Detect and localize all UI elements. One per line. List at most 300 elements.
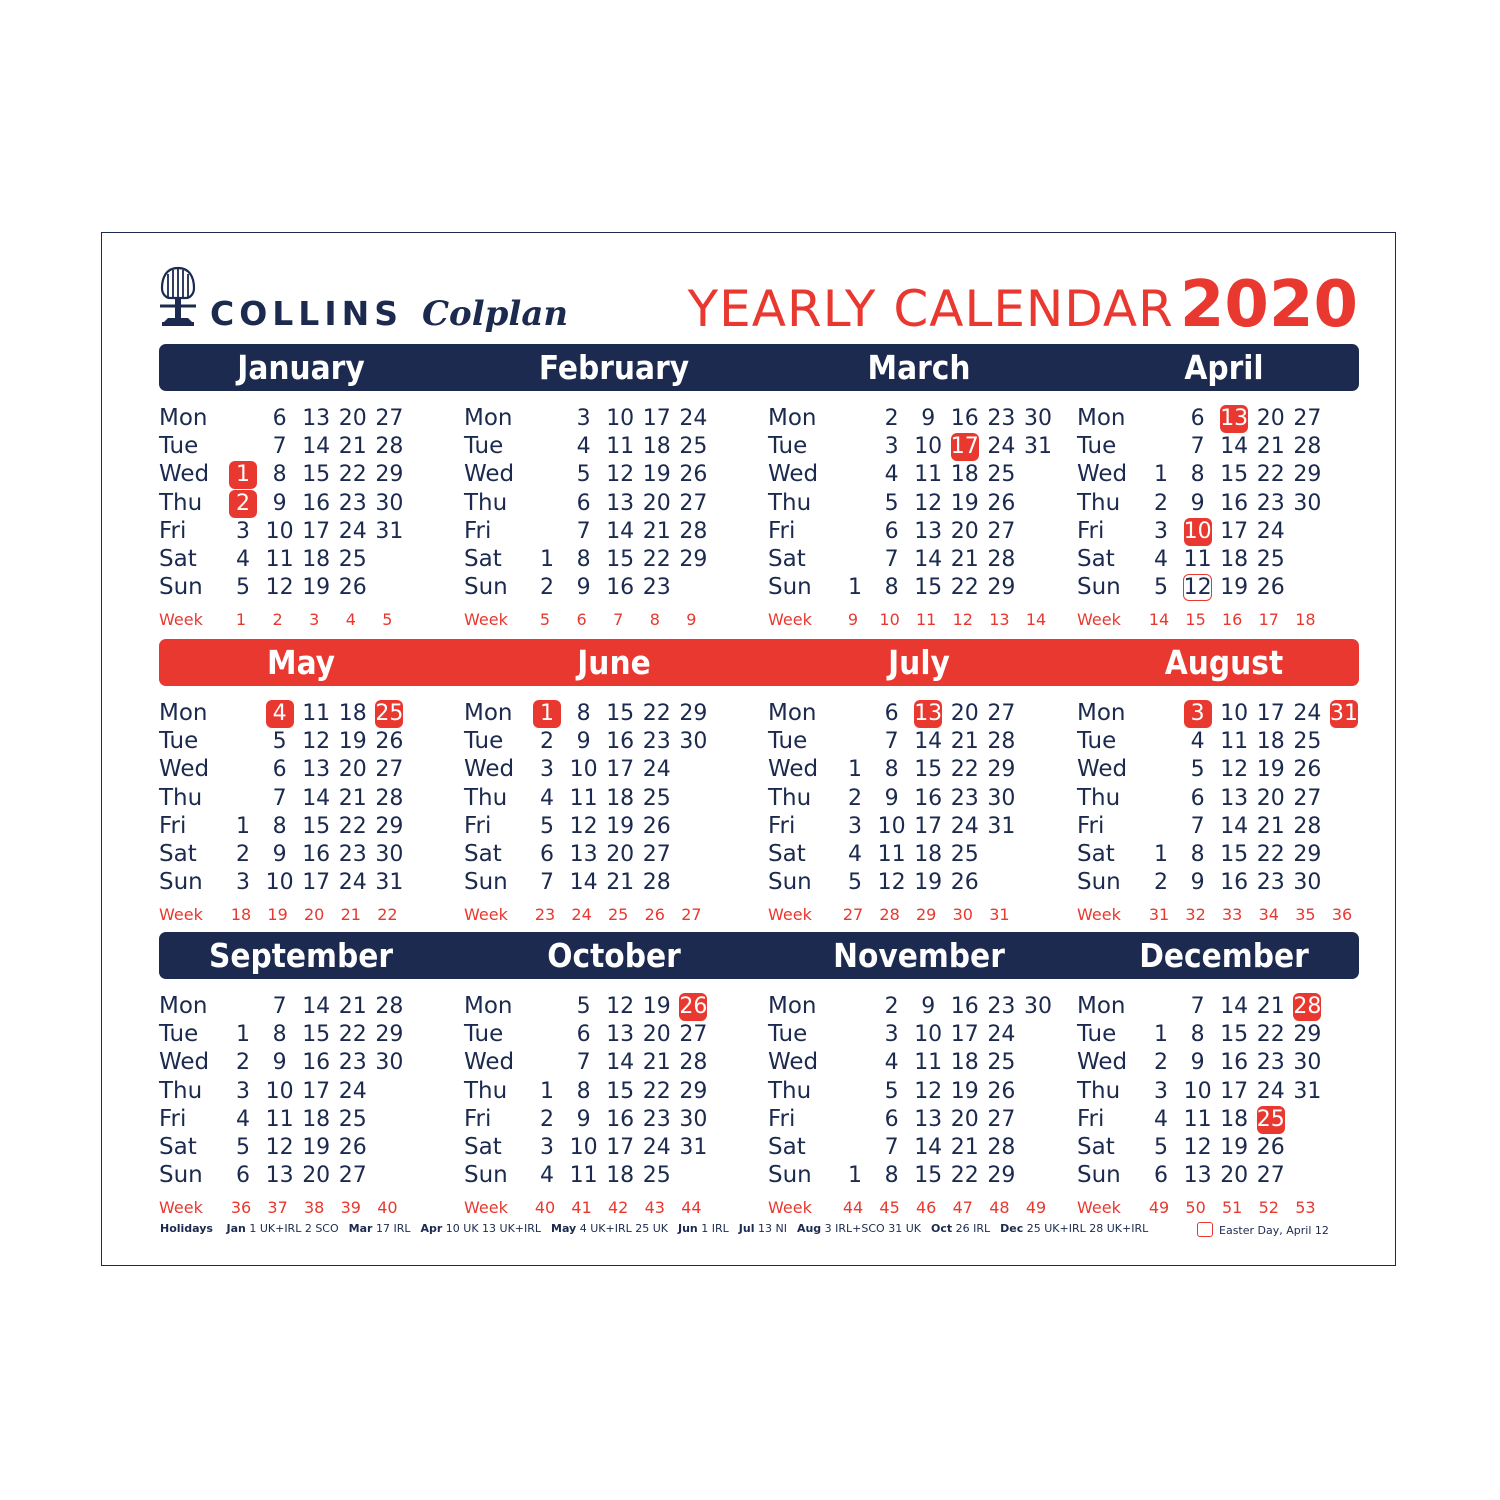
date-number: 27 [375, 406, 404, 431]
week-number: 30 [952, 905, 973, 924]
date-number: 13 [265, 1163, 294, 1189]
day-label: Tue [1077, 1021, 1117, 1048]
date-number: 5 [884, 1078, 899, 1104]
date-number: 1 [236, 813, 250, 839]
week-label: Week [159, 1198, 203, 1217]
day-label: Wed [1077, 756, 1128, 783]
date-number: 10 [1220, 701, 1249, 726]
day-label: Sat [464, 841, 502, 867]
date-number: 9 [272, 1050, 287, 1076]
date-number: 13 [914, 1106, 943, 1132]
week-number: 35 [1295, 905, 1316, 924]
date-number: 7 [576, 518, 591, 544]
easter-date: 12 [1183, 575, 1212, 601]
holiday-date: 10 [1183, 518, 1212, 544]
week-number: 17 [1258, 610, 1279, 629]
date-number: 8 [576, 547, 591, 572]
date-number: 29 [375, 813, 404, 839]
date-number: 28 [1293, 813, 1322, 839]
month-name: May [267, 643, 335, 682]
date-number: 29 [679, 1078, 708, 1104]
holiday-date: 4 [266, 700, 294, 728]
week-number: 44 [681, 1198, 702, 1217]
date-number: 2 [540, 575, 554, 601]
date-number: 2 [884, 406, 899, 431]
date-number: 11 [914, 462, 943, 488]
date-number: 24 [679, 406, 708, 431]
date-number: 19 [606, 813, 635, 839]
date-number: 31 [375, 870, 404, 896]
date-number: 14 [302, 785, 331, 811]
date-number: 14 [914, 547, 943, 572]
week-label: Week [464, 905, 508, 924]
date-number: 28 [375, 434, 404, 460]
day-label: Wed [464, 756, 515, 783]
date-number: 12 [1220, 757, 1249, 783]
date-number: 13 [606, 490, 635, 516]
day-label: Mon [464, 993, 513, 1019]
date-number: 16 [950, 994, 979, 1019]
date-number: 4 [1190, 729, 1205, 755]
date-number: 8 [272, 813, 287, 839]
date-number: 31 [987, 813, 1016, 839]
date-number: 19 [338, 729, 367, 755]
day-label: Wed [1077, 1049, 1128, 1076]
month-name: August [1164, 643, 1284, 682]
day-label: Tue [159, 1021, 199, 1048]
date-number: 15 [1220, 1022, 1249, 1048]
date-number: 24 [338, 1078, 367, 1104]
date-number: 23 [338, 490, 367, 516]
date-number: 3 [540, 757, 554, 783]
date-number: 30 [679, 1106, 708, 1132]
date-number: 16 [950, 406, 979, 431]
date-number: 5 [236, 575, 250, 601]
date-number: 11 [302, 701, 331, 726]
month-name: January [237, 348, 365, 387]
date-number: 13 [914, 518, 943, 544]
day-label: Thu [1077, 1077, 1121, 1104]
date-number: 5 [540, 813, 554, 839]
week-number: 21 [340, 905, 361, 924]
holiday-date: 26 [679, 994, 708, 1019]
title-text: YEARLY CALENDAR [687, 280, 1174, 338]
date-number: 27 [987, 701, 1016, 726]
date-number: 8 [272, 1022, 287, 1048]
date-number: 2 [1154, 1050, 1168, 1076]
date-number: 26 [338, 575, 367, 601]
date-number: 23 [338, 1050, 367, 1076]
day-label: Sun [159, 574, 203, 601]
date-number: 18 [950, 1050, 979, 1076]
title-year: 2020 [1179, 268, 1358, 342]
holiday-entry-month: Aug [796, 1222, 822, 1235]
week-number: 16 [1222, 610, 1243, 629]
day-label: Thu [159, 784, 203, 811]
date-number: 24 [338, 518, 367, 544]
date-number: 5 [236, 1135, 250, 1160]
day-label: Sun [768, 869, 812, 896]
date-number: 1 [848, 757, 862, 783]
holiday-entry [1000, 1222, 1148, 1235]
date-number: 13 [1220, 785, 1249, 811]
month-name: October [547, 936, 681, 975]
date-number: 28 [679, 1050, 708, 1076]
holiday-date: 25 [375, 701, 404, 726]
month-name: December [1139, 936, 1309, 975]
date-number: 8 [576, 1078, 591, 1104]
date-number: 14 [914, 1135, 943, 1160]
week-number: 29 [916, 905, 937, 924]
day-label: Tue [159, 433, 199, 460]
day-label: Thu [768, 1077, 812, 1104]
date-number: 4 [884, 1050, 899, 1076]
date-number: 30 [1024, 994, 1052, 1019]
holiday-entry [797, 1222, 921, 1235]
date-number: 2 [236, 842, 250, 867]
date-number: 24 [987, 434, 1016, 460]
date-number: 21 [1256, 813, 1285, 839]
week-number: 46 [916, 1198, 937, 1217]
week-number: 27 [842, 905, 864, 924]
date-number: 1 [236, 1022, 250, 1048]
date-number: 30 [1293, 490, 1322, 516]
week-number: 8 [649, 610, 660, 629]
date-number: 16 [606, 729, 635, 755]
date-number: 4 [848, 842, 862, 867]
date-number: 17 [302, 518, 331, 544]
date-number: 23 [987, 406, 1016, 431]
day-label: Sat [159, 841, 197, 867]
holiday-entry [739, 1222, 787, 1235]
date-number: 26 [987, 1078, 1016, 1104]
date-number: 19 [950, 490, 979, 516]
date-number: 24 [642, 757, 671, 783]
date-number: 10 [877, 813, 906, 839]
date-number: 28 [642, 870, 671, 896]
date-number: 17 [606, 1135, 635, 1160]
date-number: 7 [1190, 434, 1205, 460]
week-number: 49 [1148, 1198, 1170, 1217]
week-number: 24 [571, 905, 592, 924]
date-number: 21 [338, 994, 367, 1019]
holiday-entry-text: 4 UK+IRL 25 UK [576, 1222, 668, 1235]
day-label: Wed [768, 461, 819, 488]
week-number: 32 [1185, 905, 1206, 924]
date-number: 26 [1256, 1135, 1285, 1160]
day-label: Thu [768, 489, 812, 516]
date-number: 10 [265, 518, 294, 544]
date-number: 18 [950, 462, 979, 488]
day-label: Sun [768, 1162, 812, 1189]
date-number: 31 [1293, 1078, 1322, 1104]
date-number: 20 [1220, 1163, 1249, 1189]
day-label: Mon [159, 700, 208, 726]
date-number: 21 [338, 785, 367, 811]
date-number: 25 [338, 1106, 367, 1132]
day-label: Mon [768, 405, 817, 431]
date-number: 15 [914, 757, 943, 783]
day-label: Sat [1077, 841, 1115, 867]
month-header-bar [159, 639, 1359, 686]
date-number: 29 [987, 1163, 1016, 1189]
date-number: 12 [1183, 1135, 1212, 1160]
date-number: 21 [338, 434, 367, 460]
date-number: 19 [302, 1135, 331, 1160]
holiday-date: 17 [950, 434, 979, 460]
date-number: 6 [884, 1106, 899, 1132]
day-label: Fri [1077, 812, 1105, 839]
date-number: 6 [576, 490, 591, 516]
week-number: 22 [377, 905, 398, 924]
date-number: 18 [302, 1106, 331, 1132]
date-number: 7 [576, 1050, 591, 1076]
day-label: Tue [768, 433, 808, 460]
date-number: 1 [848, 575, 862, 601]
date-number: 7 [884, 1135, 899, 1160]
date-number: 7 [1190, 813, 1205, 839]
date-number: 21 [1256, 994, 1285, 1019]
week-number: 10 [879, 610, 900, 629]
date-number: 26 [987, 490, 1016, 516]
date-number: 22 [950, 757, 979, 783]
week-number: 15 [1185, 610, 1206, 629]
week-number: 23 [534, 905, 556, 924]
week-label: Week [1077, 1198, 1121, 1217]
date-number: 29 [679, 701, 708, 726]
date-number: 1 [1154, 1022, 1168, 1048]
date-number: 18 [606, 1163, 635, 1189]
holiday-entry-month: Jul [738, 1222, 755, 1235]
page-title [688, 268, 1358, 342]
date-number: 30 [1293, 870, 1322, 896]
date-number: 4 [236, 547, 250, 572]
date-number: 22 [950, 1163, 979, 1189]
day-label: Sun [1077, 1162, 1121, 1189]
holiday-entry [349, 1222, 411, 1235]
date-number: 4 [1154, 1106, 1168, 1132]
holiday-entry-text: 26 IRL [952, 1222, 991, 1235]
week-number: 51 [1222, 1198, 1243, 1217]
easter-legend [1197, 1222, 1329, 1237]
day-label: Thu [464, 784, 508, 811]
tree-logo-icon [158, 266, 198, 328]
day-label: Fri [464, 1105, 492, 1132]
holiday-entry-text: 1 IRL [697, 1222, 729, 1235]
day-label: Tue [768, 1021, 808, 1048]
day-label: Fri [159, 517, 187, 544]
date-number: 5 [1154, 575, 1168, 601]
date-number: 3 [1154, 518, 1168, 544]
week-number: 14 [1025, 610, 1047, 629]
date-number: 15 [302, 1022, 331, 1048]
date-number: 27 [1256, 1163, 1285, 1189]
holiday-date: 28 [1293, 994, 1322, 1019]
day-label: Mon [159, 405, 208, 431]
week-number: 5 [539, 610, 551, 629]
date-number: 23 [1256, 490, 1285, 516]
date-number: 14 [1220, 994, 1249, 1019]
date-number: 9 [576, 729, 591, 755]
date-number: 6 [884, 518, 899, 544]
date-number: 25 [1293, 729, 1322, 755]
day-label: Fri [1077, 517, 1105, 544]
date-number: 2 [236, 1050, 250, 1076]
date-number: 6 [236, 1163, 250, 1189]
date-number: 22 [338, 813, 367, 839]
date-number: 11 [1220, 729, 1249, 755]
date-number: 4 [576, 434, 591, 460]
date-number: 25 [642, 785, 671, 811]
date-number: 20 [950, 701, 979, 726]
date-number: 26 [375, 729, 404, 755]
week-number: 3 [309, 610, 320, 629]
date-number: 21 [950, 729, 979, 755]
date-number: 19 [1256, 757, 1285, 783]
day-label: Fri [159, 812, 187, 839]
date-number: 9 [272, 842, 287, 867]
date-number: 12 [914, 1078, 943, 1104]
date-number: 13 [302, 406, 331, 431]
day-label: Tue [464, 433, 504, 460]
date-number: 28 [987, 729, 1016, 755]
brand-name: COLLINS [210, 294, 403, 333]
week-number: 4 [345, 610, 356, 629]
date-number: 12 [606, 994, 635, 1019]
holiday-entry [678, 1222, 729, 1235]
date-number: 20 [642, 490, 671, 516]
date-number: 6 [272, 757, 287, 783]
day-label: Tue [1077, 433, 1117, 460]
date-number: 8 [272, 462, 287, 488]
date-number: 28 [987, 1135, 1016, 1160]
date-number: 28 [987, 547, 1016, 572]
week-number: 19 [267, 905, 288, 924]
date-number: 15 [606, 701, 635, 726]
day-label: Tue [159, 728, 199, 755]
date-number: 11 [914, 1050, 943, 1076]
date-number: 6 [272, 406, 287, 431]
date-number: 21 [642, 1050, 671, 1076]
date-number: 17 [302, 1078, 331, 1104]
holiday-entry [226, 1222, 338, 1235]
holiday-entry [420, 1222, 541, 1235]
date-number: 19 [1220, 1135, 1249, 1160]
date-number: 12 [606, 462, 635, 488]
date-number: 16 [302, 842, 331, 867]
day-label: Thu [464, 1077, 508, 1104]
week-label: Week [159, 610, 203, 629]
date-number: 16 [302, 1050, 331, 1076]
day-label: Sat [768, 1134, 806, 1160]
week-number: 36 [1331, 905, 1353, 924]
date-number: 11 [265, 547, 294, 572]
week-number: 37 [267, 1198, 288, 1217]
week-number: 18 [230, 905, 252, 924]
date-number: 11 [877, 842, 906, 867]
date-number: 7 [272, 785, 287, 811]
date-number: 9 [921, 994, 936, 1019]
day-label: Mon [1077, 700, 1126, 726]
date-number: 24 [338, 870, 367, 896]
date-number: 29 [987, 757, 1016, 783]
week-number: 49 [1025, 1198, 1047, 1217]
date-number: 16 [1220, 1050, 1249, 1076]
day-label: Sun [1077, 869, 1121, 896]
date-number: 14 [302, 994, 331, 1019]
date-number: 6 [884, 701, 899, 726]
date-number: 16 [1220, 490, 1249, 516]
date-number: 16 [606, 575, 635, 601]
date-number: 24 [950, 813, 979, 839]
date-number: 20 [950, 518, 979, 544]
date-number: 8 [576, 701, 591, 726]
date-number: 2 [884, 994, 899, 1019]
date-number: 6 [576, 1022, 591, 1048]
date-number: 7 [884, 547, 899, 572]
date-number: 27 [375, 757, 404, 783]
date-number: 14 [914, 729, 943, 755]
month-name: March [867, 348, 971, 387]
day-label: Tue [464, 728, 504, 755]
day-label: Wed [768, 756, 819, 783]
date-number: 26 [679, 462, 708, 488]
date-number: 19 [642, 994, 671, 1019]
date-number: 9 [576, 1106, 591, 1132]
day-label: Mon [1077, 993, 1126, 1019]
date-number: 17 [950, 1022, 979, 1048]
date-number: 2 [540, 729, 554, 755]
week-number: 26 [644, 905, 665, 924]
date-number: 22 [950, 575, 979, 601]
month-name: February [538, 348, 690, 387]
date-number: 1 [1154, 462, 1168, 488]
date-number: 20 [1256, 406, 1285, 431]
date-number: 30 [375, 1050, 404, 1076]
date-number: 16 [1220, 870, 1249, 896]
holiday-entry-text: 25 UK+IRL 28 UK+IRL [1023, 1222, 1149, 1235]
date-number: 26 [338, 1135, 367, 1160]
date-number: 29 [375, 1022, 404, 1048]
month-header-bar [159, 932, 1359, 979]
date-number: 5 [272, 729, 287, 755]
date-number: 5 [1154, 1135, 1168, 1160]
date-number: 23 [1256, 870, 1285, 896]
date-number: 19 [302, 575, 331, 601]
date-number: 27 [338, 1163, 367, 1189]
day-label: Fri [159, 1105, 187, 1132]
date-number: 30 [1024, 406, 1052, 431]
day-label: Wed [1077, 461, 1128, 488]
date-number: 18 [914, 842, 943, 867]
date-number: 15 [914, 575, 943, 601]
easter-legend-text: Easter Day, April 12 [1219, 1224, 1329, 1237]
holiday-date: 25 [1256, 1106, 1285, 1132]
week-number: 38 [304, 1198, 325, 1217]
week-label: Week [768, 1198, 812, 1217]
day-label: Fri [768, 1105, 796, 1132]
week-label: Week [464, 1198, 508, 1217]
date-number: 22 [642, 701, 671, 726]
date-number: 30 [679, 729, 708, 755]
date-number: 12 [302, 729, 331, 755]
day-label: Mon [464, 405, 513, 431]
date-number: 8 [884, 757, 899, 783]
date-number: 29 [1293, 462, 1322, 488]
date-number: 3 [848, 813, 862, 839]
date-number: 3 [236, 1078, 250, 1104]
date-number: 1 [540, 547, 554, 572]
